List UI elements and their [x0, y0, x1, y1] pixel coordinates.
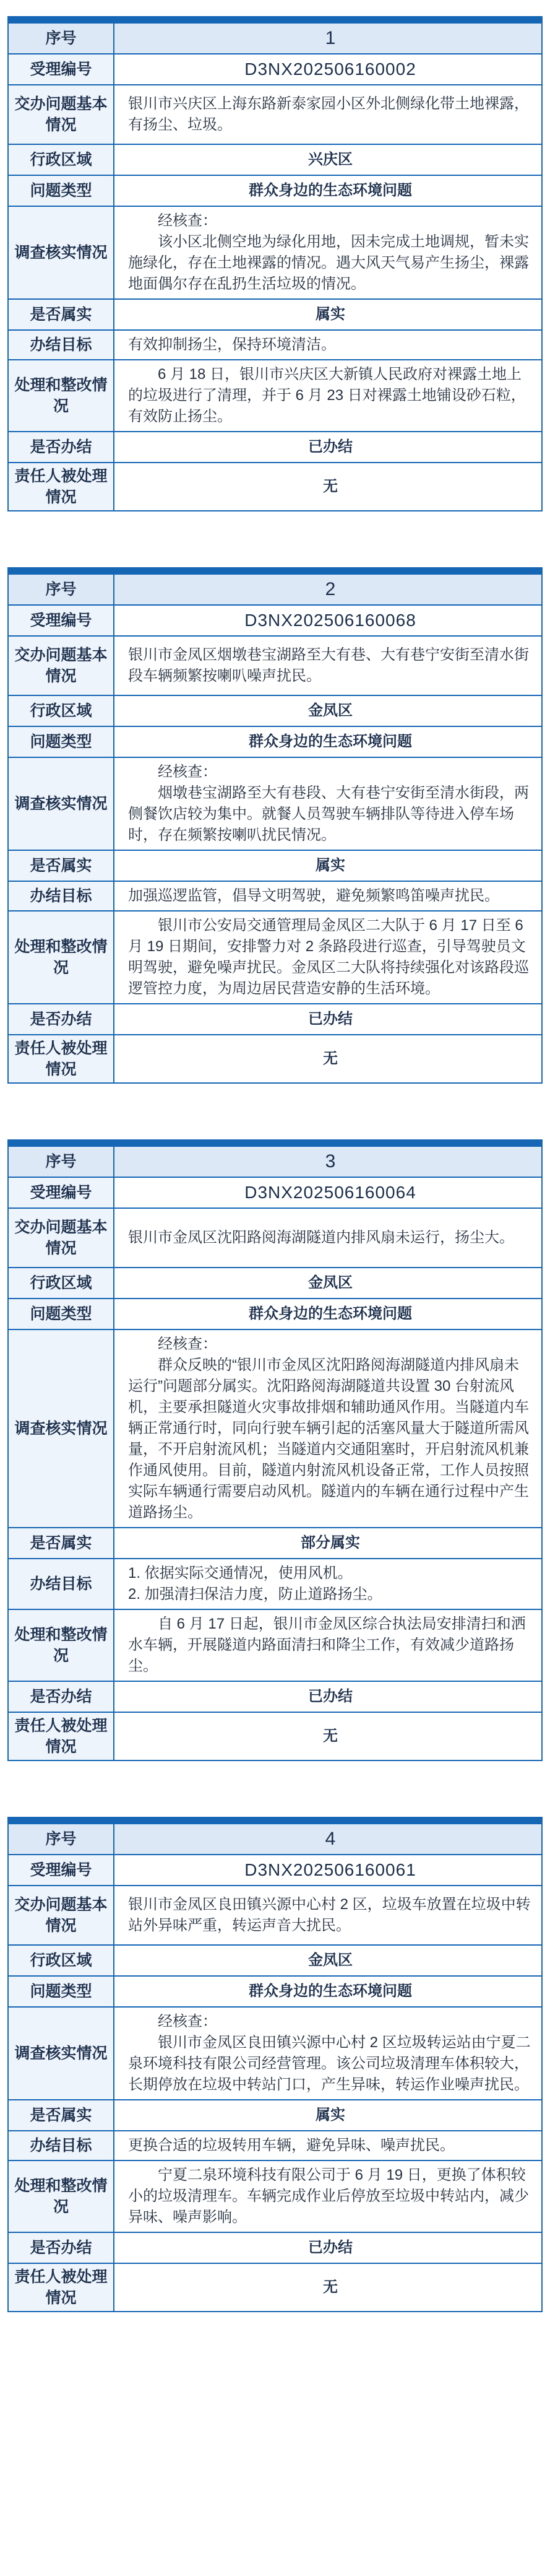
row-area — [8, 1268, 542, 1299]
value-accountability: 无 — [114, 1035, 542, 1083]
label-goal: 办结目标 — [8, 2131, 114, 2160]
row-verified — [8, 299, 542, 330]
label-seq: 序号 — [8, 1824, 114, 1855]
row-type — [8, 1976, 542, 2007]
label-type: 问题类型 — [8, 1299, 114, 1329]
value-verified: 属实 — [114, 850, 542, 881]
row-seq — [8, 1146, 542, 1177]
label-goal: 办结目标 — [8, 330, 114, 360]
value-seq: 1 — [114, 23, 542, 54]
value-verified: 属实 — [114, 299, 542, 330]
row-verified — [8, 2100, 542, 2131]
value-area: 金凤区 — [114, 1945, 542, 1976]
row-code — [8, 1177, 542, 1208]
goal-item: 更换合适的垃圾转用车辆，避免异味、噪声扰民。 — [128, 2137, 455, 2154]
row-area — [8, 695, 542, 726]
case-card — [7, 16, 543, 511]
value-handling — [114, 1609, 542, 1681]
row-investigation — [8, 2007, 542, 2100]
row-handling — [8, 1609, 542, 1681]
label-verified: 是否属实 — [8, 1528, 114, 1559]
row-code — [8, 605, 542, 636]
label-investigation: 调查核实情况 — [8, 206, 114, 299]
value-accountability: 无 — [114, 1712, 542, 1760]
label-goal: 办结目标 — [8, 1559, 114, 1609]
row-issue — [8, 85, 542, 144]
case-card — [7, 567, 543, 1084]
row-issue — [8, 1886, 542, 1945]
label-type: 问题类型 — [8, 175, 114, 206]
label-closed: 是否办结 — [8, 2232, 114, 2263]
label-closed: 是否办结 — [8, 1681, 114, 1712]
label-area: 行政区域 — [8, 695, 114, 726]
value-seq: 3 — [114, 1146, 542, 1177]
investigation-lead: 经核查： — [158, 212, 217, 229]
value-goal — [114, 881, 542, 911]
value-closed: 已办结 — [114, 2232, 542, 2263]
label-investigation: 调查核实情况 — [8, 757, 114, 850]
value-goal — [114, 2131, 542, 2160]
row-goal — [8, 1559, 542, 1609]
row-goal — [8, 881, 542, 911]
label-accountability: 责任人被处理情况 — [8, 1712, 114, 1760]
label-issue: 交办问题基本情况 — [8, 636, 114, 695]
row-closed — [8, 1004, 542, 1035]
investigation-paragraph: 群众反映的“银川市金凤区沈阳路阅海湖隧道内排风扇未运行”问题部分属实。沈阳路阅海湖隧道共设置 30 台射流风机，主要承担隧道火灾事故排烟和辅助通风作用。当隧道内车辆正常通行时，同向行驶车辆引起的活塞风量大于隧道所需风量，不开启射流风机；当隧道内交通阻塞时，开启射流风机兼作通风使用。目前，隧道内射流风机设备正常，工作人员按照实际车辆通行需要启动风机。隧道内的车辆在通行过程中产生道路扬尘。 — [128, 1357, 529, 1521]
label-code: 受理编号 — [8, 1855, 114, 1886]
label-area: 行政区域 — [8, 1268, 114, 1299]
row-accountability — [8, 2263, 542, 2312]
label-goal: 办结目标 — [8, 881, 114, 911]
label-code: 受理编号 — [8, 605, 114, 636]
label-code: 受理编号 — [8, 1177, 114, 1208]
investigation-paragraph: 烟墩巷宝湖路至大有巷段、大有巷宁安街至清水街段，两侧餐饮店较为集中。就餐人员驾驶车辆排队等待进入停车场时，存在频繁按喇叭扰民情况。 — [128, 785, 529, 843]
label-handling: 处理和整改情况 — [8, 360, 114, 432]
value-type: 群众身边的生态环境问题 — [114, 726, 542, 757]
goal-item: 加强巡逻监管，倡导文明驾驶，避免频繁鸣笛噪声扰民。 — [128, 887, 499, 904]
value-type: 群众身边的生态环境问题 — [114, 175, 542, 206]
label-handling: 处理和整改情况 — [8, 1609, 114, 1681]
value-closed: 已办结 — [114, 432, 542, 463]
label-verified: 是否属实 — [8, 299, 114, 330]
row-handling — [8, 2160, 542, 2232]
label-verified: 是否属实 — [8, 2100, 114, 2131]
investigation-paragraph: 银川市金凤区良田镇兴源中心村 2 区垃圾转运站由宁夏二泉环境科技有限公司经营管理。该公司垃圾清理车体积较大，长期停放在垃圾中转站门口，产生异味，转运作业噪声扰民。 — [128, 2034, 531, 2093]
value-code: D3NX202506160068 — [114, 605, 542, 636]
investigation-lead: 经核查： — [158, 2013, 217, 2030]
label-issue: 交办问题基本情况 — [8, 1886, 114, 1945]
row-investigation — [8, 1329, 542, 1528]
row-closed — [8, 1681, 542, 1712]
value-code: D3NX202506160064 — [114, 1177, 542, 1208]
label-investigation: 调查核实情况 — [8, 2007, 114, 2100]
value-issue: 银川市金凤区沈阳路阅海湖隧道内排风扇未运行，扬尘大。 — [114, 1208, 542, 1268]
row-type — [8, 175, 542, 206]
label-handling: 处理和整改情况 — [8, 911, 114, 1004]
goal-item: 2. 加强清扫保洁力度，防止道路扬尘。 — [128, 1586, 382, 1603]
row-closed — [8, 432, 542, 463]
label-accountability: 责任人被处理情况 — [8, 463, 114, 511]
row-code — [8, 54, 542, 85]
goal-item: 1. 依据实际交通情况，使用风机。 — [128, 1565, 353, 1582]
label-type: 问题类型 — [8, 1976, 114, 2007]
label-issue: 交办问题基本情况 — [8, 85, 114, 144]
row-handling — [8, 360, 542, 432]
value-code: D3NX202506160061 — [114, 1855, 542, 1886]
value-type: 群众身边的生态环境问题 — [114, 1976, 542, 2007]
value-seq: 4 — [114, 1824, 542, 1855]
investigation-lead: 经核查： — [158, 1336, 217, 1352]
case-table — [7, 22, 543, 511]
label-area: 行政区域 — [8, 1945, 114, 1976]
value-seq: 2 — [114, 574, 542, 605]
label-seq: 序号 — [8, 1146, 114, 1177]
label-accountability: 责任人被处理情况 — [8, 2263, 114, 2312]
row-seq — [8, 1824, 542, 1855]
value-verified: 部分属实 — [114, 1528, 542, 1559]
row-area — [8, 1945, 542, 1976]
label-area: 行政区域 — [8, 144, 114, 175]
row-issue — [8, 1208, 542, 1268]
value-investigation — [114, 1329, 542, 1528]
handling-text: 银川市公安局交通管理局金凤区二大队于 6 月 17 日至 6 月 19 日期间，安排警力对 2 条路段进行巡查，引导驾驶员文明驾驶，避免噪声扰民。金凤区二大队将持续强化对该路段巡逻管控力度，为周边居民营造安静的生活环境。 — [128, 917, 529, 997]
row-closed — [8, 2232, 542, 2263]
handling-text: 6 月 18 日，银川市兴庆区大新镇人民政府对裸露土地上的垃圾进行了清理，并于 6 月 23 日对裸露土地铺设砂石粒，有效防止扬尘。 — [128, 366, 526, 425]
value-type: 群众身边的生态环境问题 — [114, 1299, 542, 1329]
case-card — [7, 1139, 543, 1761]
label-closed: 是否办结 — [8, 1004, 114, 1035]
investigation-paragraph: 该小区北侧空地为绿化用地，因未完成土地调规，暂未实施绿化，存在土地裸露的情况。遇大风天气易产生扬尘，裸露地面偶尔存在乱扔生活垃圾的情况。 — [128, 233, 529, 292]
value-accountability: 无 — [114, 2263, 542, 2312]
goal-item: 有效抑制扬尘，保持环境清洁。 — [128, 336, 336, 353]
value-accountability: 无 — [114, 463, 542, 511]
value-area: 兴庆区 — [114, 144, 542, 175]
row-accountability — [8, 1035, 542, 1083]
label-accountability: 责任人被处理情况 — [8, 1035, 114, 1083]
row-accountability — [8, 463, 542, 511]
value-investigation — [114, 206, 542, 299]
label-seq: 序号 — [8, 574, 114, 605]
value-goal — [114, 330, 542, 360]
value-closed: 已办结 — [114, 1681, 542, 1712]
value-code: D3NX202506160002 — [114, 54, 542, 85]
investigation-lead: 经核查： — [158, 764, 217, 780]
value-handling — [114, 911, 542, 1004]
row-investigation — [8, 206, 542, 299]
row-code — [8, 1855, 542, 1886]
value-investigation — [114, 757, 542, 850]
label-handling: 处理和整改情况 — [8, 2160, 114, 2232]
row-type — [8, 1299, 542, 1329]
row-issue — [8, 636, 542, 695]
handling-text: 自 6 月 17 日起，银川市金凤区综合执法局安排清扫和洒水车辆，开展隧道内路面清扫和降尘工作，有效减少道路扬尘。 — [128, 1616, 526, 1674]
case-table — [7, 1146, 543, 1761]
label-type: 问题类型 — [8, 726, 114, 757]
row-seq — [8, 23, 542, 54]
row-goal — [8, 330, 542, 360]
label-seq: 序号 — [8, 23, 114, 54]
value-issue: 银川市金凤区良田镇兴源中心村 2 区，垃圾车放置在垃圾中转站外异味严重，转运声音大扰民。 — [114, 1886, 542, 1945]
value-area: 金凤区 — [114, 1268, 542, 1299]
row-goal — [8, 2131, 542, 2160]
row-area — [8, 144, 542, 175]
label-closed: 是否办结 — [8, 432, 114, 463]
value-handling — [114, 2160, 542, 2232]
row-seq — [8, 574, 542, 605]
value-investigation — [114, 2007, 542, 2100]
row-verified — [8, 1528, 542, 1559]
value-goal — [114, 1559, 542, 1609]
handling-text: 宁夏二泉环境科技有限公司于 6 月 19 日，更换了体积较小的垃圾清理车。车辆完成作业后停放至垃圾中转站内，减少异味、噪声影响。 — [128, 2167, 529, 2226]
label-investigation: 调查核实情况 — [8, 1329, 114, 1528]
value-issue: 银川市金凤区烟墩巷宝湖路至大有巷、大有巷宁安街至清水街段车辆频繁按喇叭噪声扰民。 — [114, 636, 542, 695]
value-issue: 银川市兴庆区上海东路新泰家园小区外北侧绿化带土地裸露，有扬尘、垃圾。 — [114, 85, 542, 144]
value-verified: 属实 — [114, 2100, 542, 2131]
row-investigation — [8, 757, 542, 850]
case-table — [7, 1823, 543, 2312]
case-card — [7, 1817, 543, 2312]
label-verified: 是否属实 — [8, 850, 114, 881]
label-issue: 交办问题基本情况 — [8, 1208, 114, 1268]
row-type — [8, 726, 542, 757]
case-table — [7, 573, 543, 1084]
value-handling — [114, 360, 542, 432]
row-handling — [8, 911, 542, 1004]
row-verified — [8, 850, 542, 881]
value-area: 金凤区 — [114, 695, 542, 726]
label-code: 受理编号 — [8, 54, 114, 85]
row-accountability — [8, 1712, 542, 1760]
value-closed: 已办结 — [114, 1004, 542, 1035]
